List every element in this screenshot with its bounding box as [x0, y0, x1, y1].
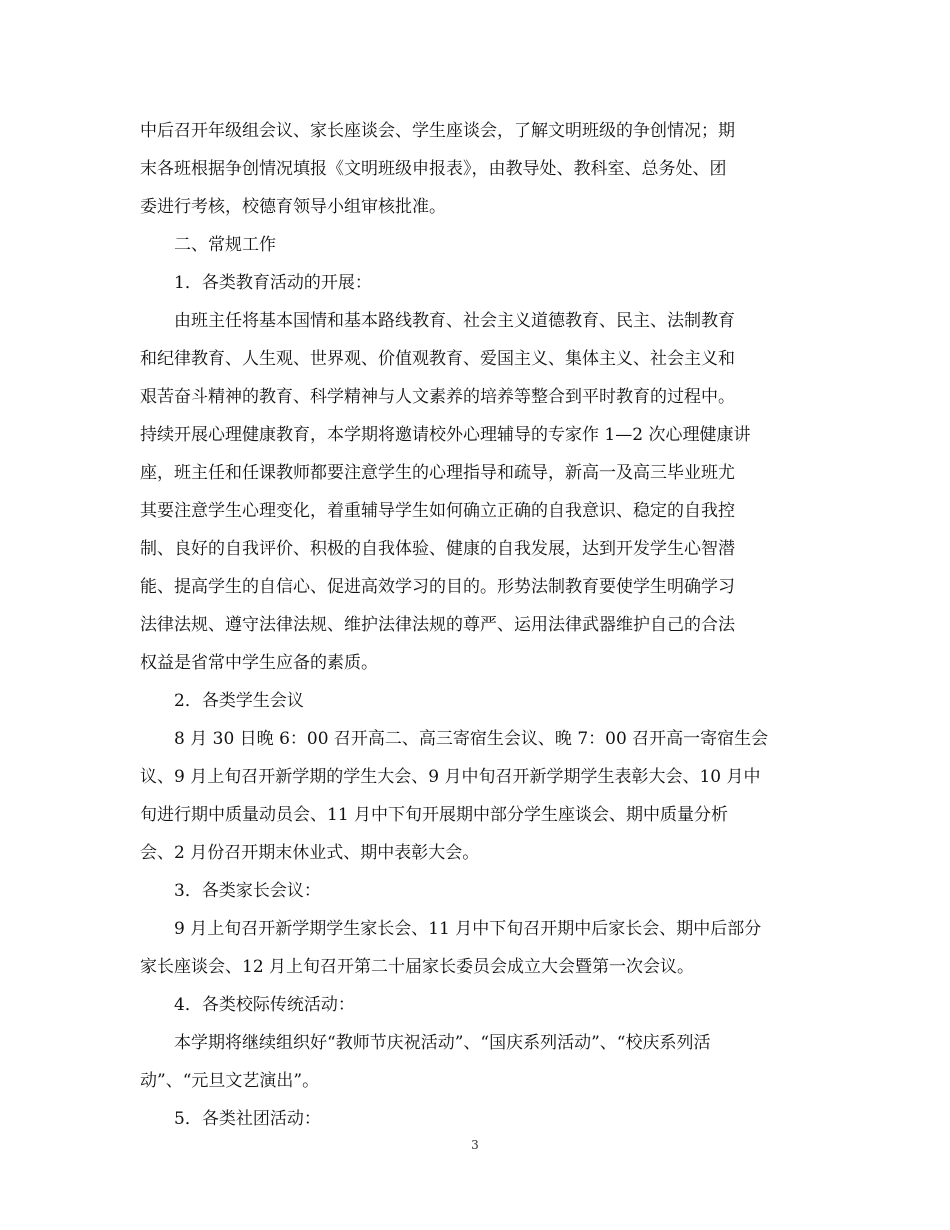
text-line: 持续开展心理健康教育，本学期将邀请校外心理辅导的专家作 1—2 次心理健康讲 — [140, 425, 751, 445]
text-line: 家长座谈会、12 月上旬召开第二十届家长委员会成立大会暨第一次会议。 — [140, 957, 695, 977]
text-line: 3．各类家长会议： — [174, 881, 321, 901]
text-line: 1．各类教育活动的开展： — [174, 273, 372, 293]
text-line: 4．各类校际传统活动： — [174, 995, 355, 1015]
text-line: 和纪律教育、人生观、世界观、价值观教育、爱国主义、集体主义、社会主义和 — [140, 349, 735, 369]
text-line: 由班主任将基本国情和基本路线教育、社会主义道德教育、民主、法制教育 — [174, 311, 735, 331]
text-line: 末各班根据争创情况填报《文明班级申报表》，由教导处、教科室、总务处、团 — [140, 159, 727, 179]
page-number: 3 — [471, 1138, 479, 1152]
text-line: 权益是省常中学生应备的素质。 — [140, 653, 378, 673]
text-line: 法律法规、遵守法律法规、维护法律法规的尊严、运用法律武器维护自己的合法 — [140, 615, 735, 635]
text-line: 能、提高学生的自信心、促进高效学习的目的。形势法制教育要使学生明确学习 — [140, 577, 735, 597]
text-line: 8 月 30 日晚 6：00 召开高二、高三寄宿生会议、晚 7：00 召开高一寄宿生会 — [174, 729, 769, 749]
text-line: 旬进行期中质量动员会、11 月中下旬开展期中部分学生座谈会、期中质量分析 — [140, 805, 729, 825]
text-line: 议、9 月上旬召开新学期的学生大会、9 月中旬召开新学期学生表彰大会、10 月中 — [140, 767, 761, 787]
text-line: 其要注意学生心理变化，着重辅导学生如何确立正确的自我意识、稳定的自我控 — [140, 501, 735, 521]
text-line: 制、良好的自我评价、积极的自我体验、健康的自我发展，达到开发学生心智潜 — [140, 539, 735, 559]
text-line: 5．各类社团活动： — [174, 1109, 321, 1129]
text-line: 2．各类学生会议 — [174, 691, 304, 711]
text-line: 动”、“元旦文艺演出”。 — [140, 1071, 320, 1091]
text-line: 本学期将继续组织好“教师节庆祝活动”、“国庆系列活动”、“校庆系列活 — [174, 1033, 711, 1053]
text-line: 会、2 月份召开期末休业式、期中表彰大会。 — [140, 843, 480, 863]
text-line: 二、常规工作 — [174, 235, 276, 255]
document-body — [140, 112, 815, 1138]
text-line: 委进行考核，校德育领导小组审核批准。 — [140, 197, 446, 217]
text-line: 中后召开年级组会议、家长座谈会、学生座谈会，了解文明班级的争创情况；期 — [140, 121, 735, 141]
text-line: 座，班主任和任课教师都要注意学生的心理指导和疏导，新高一及高三毕业班尤 — [140, 463, 735, 483]
text-line: 9 月上旬召开新学期学生家长会、11 月中下旬召开期中后家长会、期中后部分 — [174, 919, 762, 939]
text-line: 艰苦奋斗精神的教育、科学精神与人文素养的培养等整合到平时教育的过程中。 — [140, 387, 735, 407]
